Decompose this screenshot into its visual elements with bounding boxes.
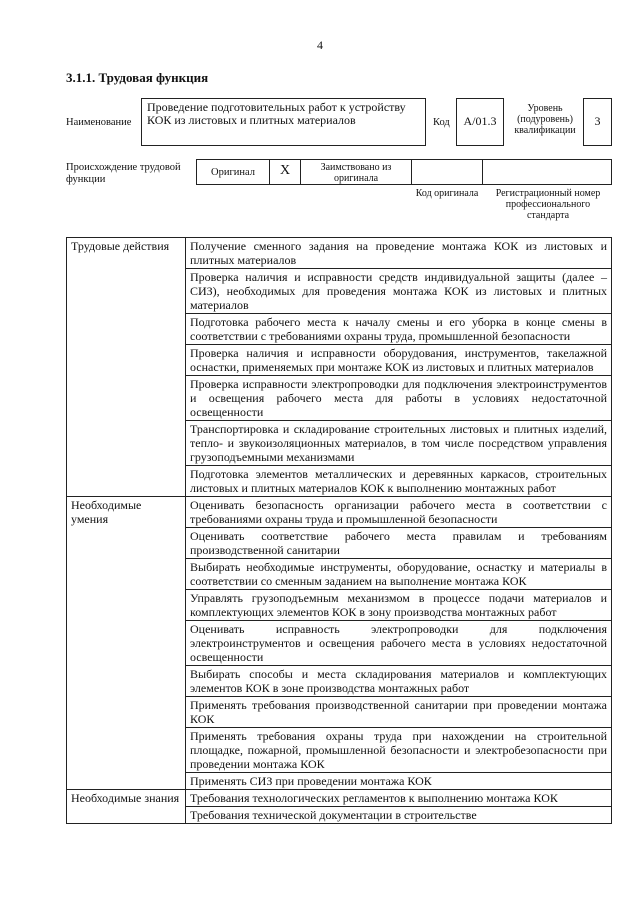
section-title: 3.1.1. Трудовая функция bbox=[66, 70, 209, 85]
level-label: Уровень (подуровень) квалификации bbox=[514, 103, 576, 136]
table-row bbox=[67, 238, 612, 269]
page-number: 4 bbox=[317, 38, 323, 52]
code-value: А/01.3 bbox=[456, 98, 504, 146]
list-item: Оценивать безопасность организации рабочего места в соответствии с требованиями охраны труда и промышленной безопасности bbox=[186, 497, 612, 528]
section-label-knowledge: Необходимые знания bbox=[67, 790, 186, 824]
name-value: Проведение подготовительных работ к устройству КОК из листовых и плитных материалов bbox=[141, 98, 426, 146]
origin-label: Происхождение трудовой функции bbox=[66, 162, 181, 185]
origin-original: Оригинал bbox=[196, 159, 270, 185]
list-item: Требования технической документации в строительстве bbox=[186, 807, 612, 824]
labor-function-table bbox=[66, 237, 612, 824]
list-item: Выбирать способы и места складирования материалов и комплектующих элементов КОК в зоне производства монтажных работ bbox=[186, 666, 612, 697]
list-item: Оценивать соответствие рабочего места правилам и требованиям производственной санитарии bbox=[186, 528, 612, 559]
table-row bbox=[67, 497, 612, 528]
list-item: Оценивать исправность электропроводки для подключения электроинструментов и освещения рабочего места в условиях недостаточной освещенности bbox=[186, 621, 612, 666]
list-item: Применять требования охраны труда при нахождении на строительной площадке, пожарной, промышленной безопасности и электробезопасности при проведении монтажа КОК bbox=[186, 728, 612, 773]
name-label: Наименование bbox=[66, 117, 132, 128]
level-value: 3 bbox=[583, 98, 612, 146]
origin-code-caption: Код оригинала bbox=[415, 188, 479, 199]
origin-reg-cell bbox=[482, 159, 612, 185]
list-item: Получение сменного задания на проведение монтажа КОК из листовых и плитных материалов bbox=[186, 238, 612, 269]
list-item: Применять СИЗ при проведении монтажа КОК bbox=[186, 773, 612, 790]
origin-mark: X bbox=[269, 159, 301, 185]
origin-borrowed: Заимствовано из оригинала bbox=[300, 159, 412, 185]
list-item: Подготовка рабочего места к началу смены и его уборка в конце смены в соответствии с требованиями охраны труда, промышленной безопасности bbox=[186, 314, 612, 345]
table-row bbox=[67, 790, 612, 807]
list-item: Применять требования производственной санитарии при проведении монтажа КОК bbox=[186, 697, 612, 728]
origin-reg-caption: Регистрационный номер профессионального стандарта bbox=[495, 188, 601, 221]
list-item: Транспортировка и складирование строительных листовых и плитных изделий, тепло- и звукоизоляционных материалов, в том числе посредством управления грузоподъемными механизмами bbox=[186, 421, 612, 466]
list-item: Требования технологических регламентов к выполнению монтажа КОК bbox=[186, 790, 612, 807]
list-item: Выбирать необходимые инструменты, оборудование, оснастку и материалы в соответствии со сменным заданием на выполнение монтажа КОК bbox=[186, 559, 612, 590]
list-item: Управлять грузоподъемным механизмом в процессе подачи материалов и комплектующих элементов КОК в зону производства монтажных работ bbox=[186, 590, 612, 621]
list-item: Проверка наличия и исправности оборудования, инструментов, такелажной оснастки, применяемых при монтаже КОК из листовых и плитных материалов bbox=[186, 345, 612, 376]
list-item: Проверка исправности электропроводки для подключения электроинструментов и освещения рабочего места для работы в условиях недостаточной освещенности bbox=[186, 376, 612, 421]
section-label-actions: Трудовые действия bbox=[67, 238, 186, 497]
section-label-skills: Необходимые умения bbox=[67, 497, 186, 790]
list-item: Подготовка элементов металлических и деревянных каркасов, строительных листовых и плитных материалов КОК к выполнению монтажных работ bbox=[186, 466, 612, 497]
list-item: Проверка наличия и исправности средств индивидуальной защиты (далее – СИЗ), необходимых для проведения монтажа КОК из листовых и плитных материалов bbox=[186, 269, 612, 314]
code-label: Код bbox=[433, 117, 450, 128]
origin-code-cell bbox=[411, 159, 483, 185]
